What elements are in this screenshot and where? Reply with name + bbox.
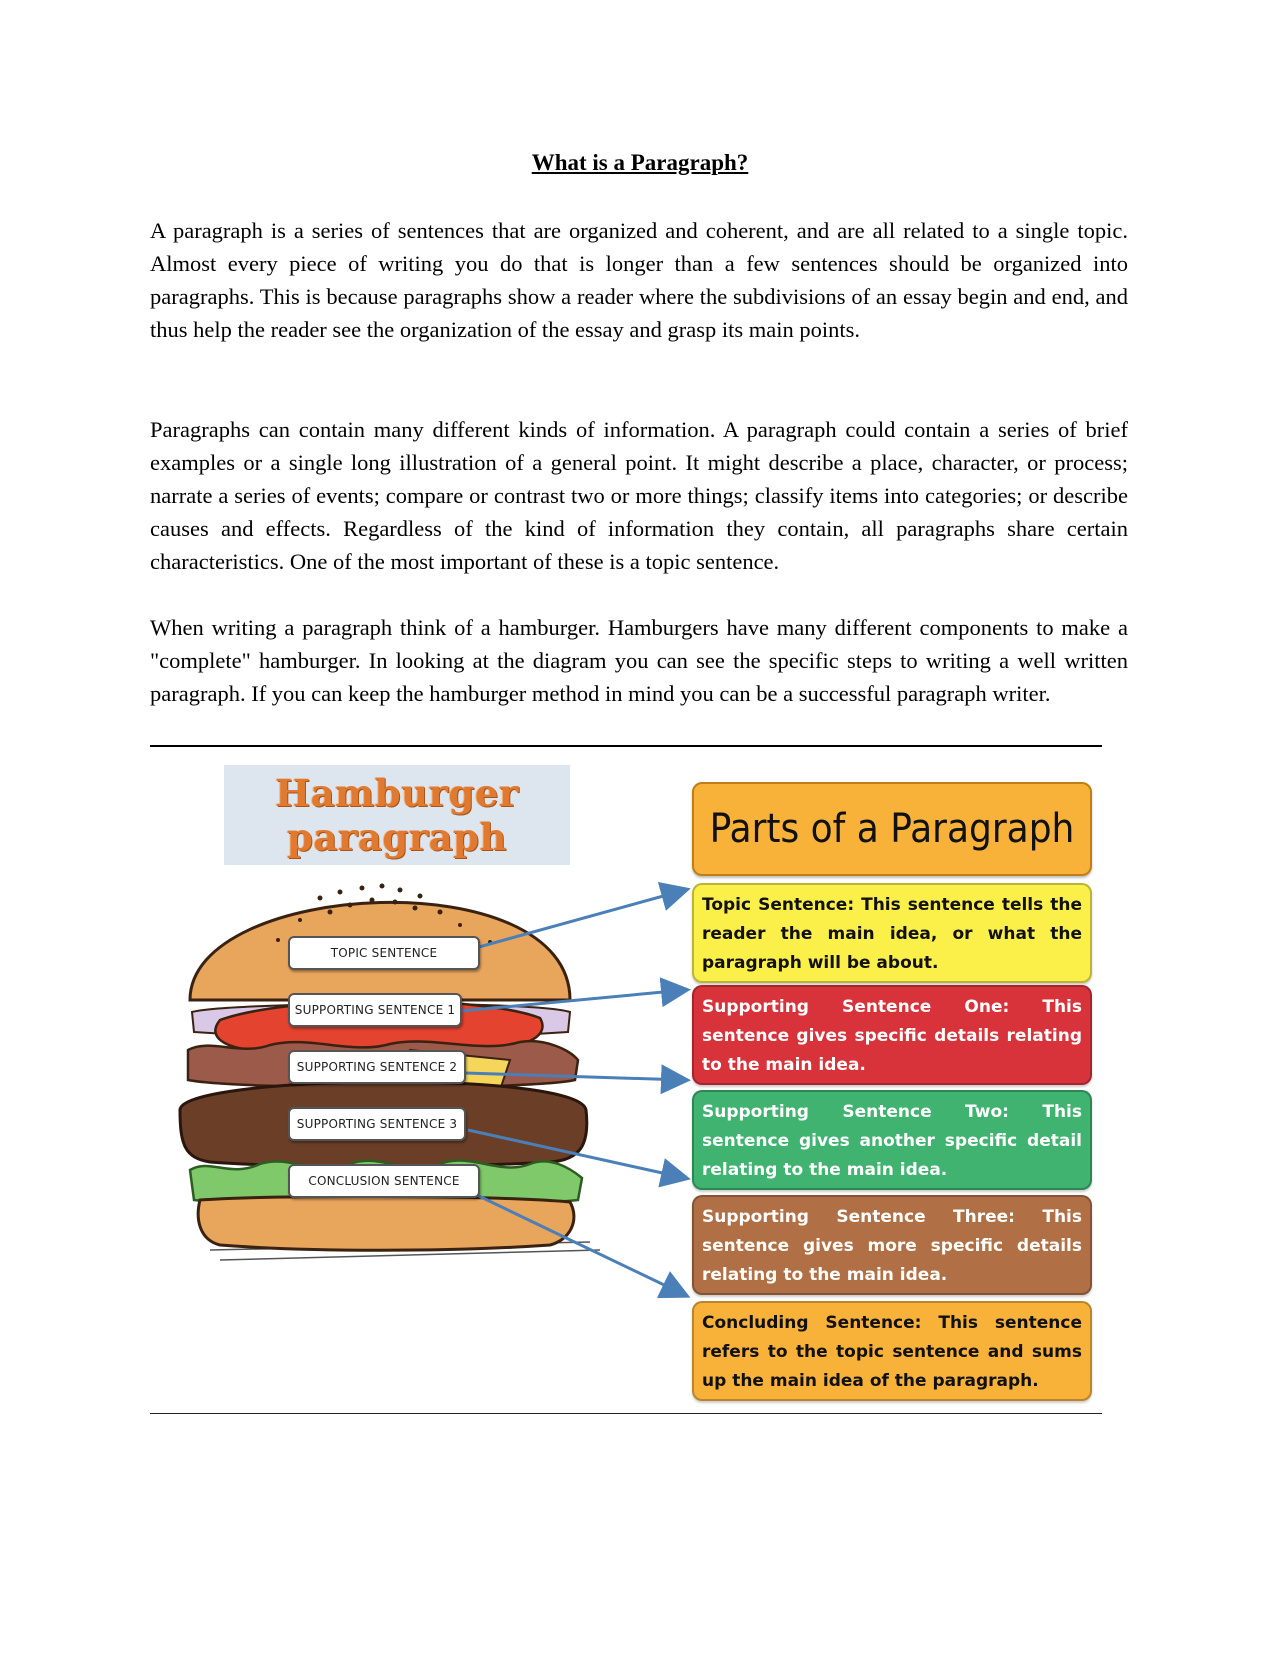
- divider-bottom: [150, 1413, 1102, 1414]
- burger-label-supporting-sentence-2: SUPPORTING SENTENCE 2: [288, 1050, 466, 1084]
- paragraph-1: A paragraph is a series of sentences that are organized and coherent, and are all related to a single topic. Almost every piece of writing you do that is longer than a few sentences should be organized into paragraphs. This is because paragraphs show a reader where the subdivisions of an essay begin and end, and thus help the reader see the organization of the essay and grasp its main points.: [150, 218, 1128, 342]
- hamburger-title-line1: Hamburger: [275, 771, 519, 815]
- part-supporting-sentence-three: Supporting Sentence Three: This sentence gives more specific details relating to the main idea.: [692, 1195, 1092, 1295]
- burger-label-supporting-sentence-1: SUPPORTING SENTENCE 1: [288, 993, 462, 1027]
- hamburger-figure: [150, 750, 1102, 1410]
- part-supporting-sentence-one: Supporting Sentence One: This sentence gives specific details relating to the main idea.: [692, 985, 1092, 1085]
- part-topic-sentence: Topic Sentence: This sentence tells the reader the main idea, or what the paragraph will be about.: [692, 883, 1092, 983]
- hamburger-title-line2: paragraph: [287, 815, 507, 859]
- burger-label-supporting-sentence-3: SUPPORTING SENTENCE 3: [288, 1107, 466, 1141]
- divider-top: [150, 745, 1102, 747]
- bottom-bun: [198, 1196, 574, 1250]
- paragraph-2: Paragraphs can contain many different kinds of information. A paragraph could contain a series of brief examples or a single long illustration of a general point. It might describe a place, character, or process; narrate a series of events; compare or contrast two or more things; classify items into categories; or describe causes and effects. Regardless of the kind of information they contain, all paragraphs share certain characteristics. One of the most important of these is a topic sentence.: [150, 417, 1128, 574]
- part-concluding-sentence: Concluding Sentence: This sentence refers to the topic sentence and sums up the main idea of the paragraph.: [692, 1301, 1092, 1401]
- paragraph-3: When writing a paragraph think of a hamburger. Hamburgers have many different components to make a "complete" hamburger. In looking at the diagram you can see the specific steps to writing a well written paragraph. If you can keep the hamburger method in mind you can be a successful paragraph writer.: [150, 615, 1128, 706]
- burger-label-topic-sentence: TOPIC SENTENCE: [288, 936, 480, 970]
- page-title: What is a Paragraph?: [531, 150, 749, 175]
- burger-label-conclusion-sentence: CONCLUSION SENTENCE: [288, 1164, 480, 1198]
- part-supporting-sentence-two: Supporting Sentence Two: This sentence gives another specific detail relating to the main idea.: [692, 1090, 1092, 1190]
- parts-of-paragraph-header: Parts of a Paragraph: [692, 782, 1092, 876]
